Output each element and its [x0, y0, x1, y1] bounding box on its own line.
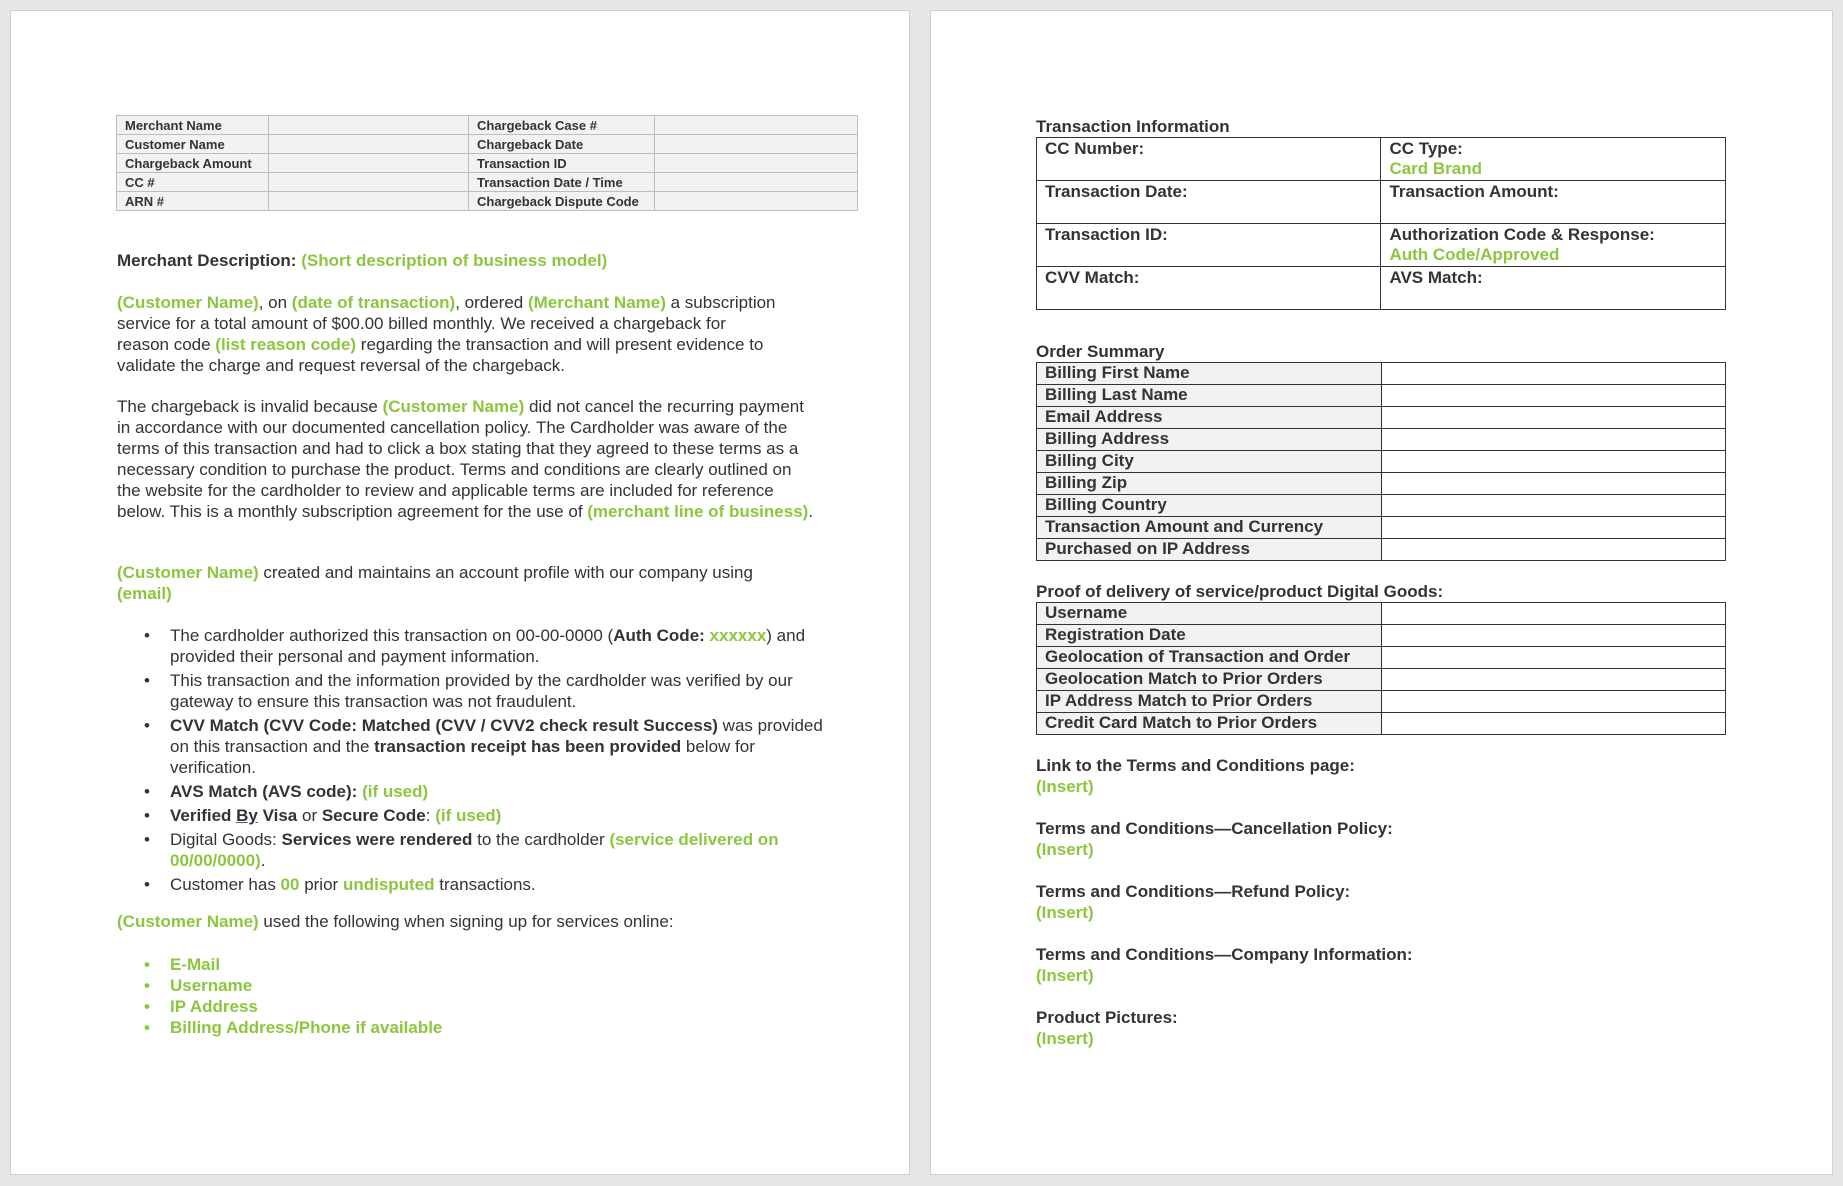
text: The chargeback is invalid because [117, 397, 383, 416]
paragraph-signup [117, 911, 821, 932]
table-value-cell [655, 192, 858, 211]
cell-cc-type: CC Type: Card Brand [1381, 138, 1726, 181]
field-value [1382, 713, 1726, 735]
text: a subscription service for a total amount of $00.00 billed monthly. We received a chargeback for reason code [117, 293, 776, 354]
field-label: Billing City [1037, 451, 1382, 473]
list-item: • IP Address [170, 996, 821, 1017]
table-row [1037, 713, 1726, 735]
document-page-left [10, 10, 910, 1175]
table-row [117, 154, 858, 173]
block-title: Terms and Conditions—Company Information: [1036, 945, 1413, 964]
table-label-cell: Merchant Name [117, 116, 269, 135]
table-row [1037, 363, 1726, 385]
placeholder-customer-name: (Customer Name) [117, 563, 259, 582]
list-item: • This transaction and the information provided by the cardholder was verified by our gateway to ensure this transaction was not fraudulent. [170, 670, 827, 712]
cell-cvv-match: CVV Match: [1037, 267, 1381, 310]
placeholder-customer-name: (Customer Name) [117, 293, 259, 312]
paragraph-order [117, 292, 777, 376]
list-item: • Verified By Visa or Secure Code: (if used) [170, 805, 827, 826]
text: , ordered [455, 293, 528, 312]
cell-avs-match: AVS Match: [1381, 267, 1726, 310]
field-label: Email Address [1037, 407, 1382, 429]
text: did not cancel the recurring payment in accordance with our documented cancellation policy. The Cardholder was aware of the terms of this transaction and had to click a box stating that they agreed to these terms as a necessary condition to purchase the product. Terms and conditions are clearly outlined on the website for the cardholder to review and applicable terms are included for reference below. This is a monthly subscription agreement for the use of [117, 397, 804, 521]
cell-transaction-date: Transaction Date: [1037, 181, 1381, 224]
list-item: • CVV Match (CVV Code: Matched (CVV / CVV2 check result Success) was provided on this transaction and the transaction receipt has been provided below for verification. [170, 715, 827, 778]
text: . [808, 502, 814, 521]
field-label: Billing Last Name [1037, 385, 1382, 407]
section-title: Proof of delivery of service/product Digital Goods: [1036, 582, 1444, 601]
table-label-cell: CC # [117, 173, 269, 192]
table-row [117, 116, 858, 135]
table-row [1037, 473, 1726, 495]
field-label: IP Address Match to Prior Orders [1037, 691, 1382, 713]
placeholder-merchant-name: (Merchant Name) [527, 293, 666, 312]
list-item: • Customer has 00 prior undisputed transactions. [170, 874, 827, 895]
merchant-description-placeholder: (Short description of business model) [301, 251, 608, 270]
table-row [117, 192, 858, 211]
text: regarding the transaction and will present evidence to validate the charge and request reversal of the chargeback. [117, 335, 764, 375]
field-value [1382, 363, 1726, 385]
field-label: Billing Zip [1037, 473, 1382, 495]
section-title: Transaction Information [1036, 117, 1230, 136]
terms-block [1036, 944, 1413, 986]
table-label-cell: Chargeback Dispute Code [469, 192, 655, 211]
field-label: Geolocation Match to Prior Orders [1037, 669, 1382, 691]
table-value-cell [269, 116, 469, 135]
field-label: Geolocation of Transaction and Order [1037, 647, 1382, 669]
table-row [1037, 495, 1726, 517]
insert-placeholder: (Insert) [1036, 1029, 1094, 1048]
field-label: Credit Card Match to Prior Orders [1037, 713, 1382, 735]
block-title: Terms and Conditions—Cancellation Policy: [1036, 819, 1393, 838]
cell-authorization: Authorization Code & Response: Auth Code/Approved [1381, 224, 1726, 267]
table-label-cell: Chargeback Date [469, 135, 655, 154]
table-row [117, 135, 858, 154]
list-item: • Digital Goods: Services were rendered to the cardholder (service delivered on 00/00/0000). [170, 829, 827, 871]
field-value [1382, 495, 1726, 517]
insert-placeholder: (Insert) [1036, 903, 1094, 922]
table-value-cell [655, 173, 858, 192]
field-label: Username [1037, 603, 1382, 625]
placeholder-customer-name: (Customer Name) [382, 397, 525, 416]
field-value [1382, 603, 1726, 625]
signup-list [117, 954, 821, 1038]
field-value [1382, 385, 1726, 407]
cell-transaction-amount: Transaction Amount: [1381, 181, 1726, 224]
transaction-information-table [1036, 137, 1726, 310]
placeholder-reason-code: (list reason code) [215, 335, 357, 354]
cell-cc-number: CC Number: [1037, 138, 1381, 181]
table-value-cell [655, 135, 858, 154]
list-item: • AVS Match (AVS code): (if used) [170, 781, 827, 802]
table-row [1037, 647, 1726, 669]
field-value [1382, 429, 1726, 451]
field-value [1382, 691, 1726, 713]
table-row [117, 173, 858, 192]
table-label-cell: ARN # [117, 192, 269, 211]
table-row [1037, 625, 1726, 647]
table-value-cell [269, 135, 469, 154]
chargeback-header-table [116, 115, 858, 211]
table-row [1037, 407, 1726, 429]
table-row [1037, 385, 1726, 407]
merchant-description [117, 250, 821, 271]
field-label: Transaction Amount and Currency [1037, 517, 1382, 539]
insert-placeholder: (Insert) [1036, 840, 1094, 859]
table-row [1037, 429, 1726, 451]
order-summary-section [1036, 342, 1726, 561]
proof-of-delivery-table [1036, 602, 1726, 735]
text: , on [258, 293, 292, 312]
field-value [1382, 625, 1726, 647]
block-title: Link to the Terms and Conditions page: [1036, 756, 1355, 775]
list-item: • Billing Address/Phone if available [170, 1017, 821, 1038]
field-label: Purchased on IP Address [1037, 539, 1382, 561]
table-row [1037, 451, 1726, 473]
field-label: Billing First Name [1037, 363, 1382, 385]
field-value [1382, 407, 1726, 429]
block-title: Product Pictures: [1036, 1008, 1178, 1027]
field-value [1382, 451, 1726, 473]
evidence-list [117, 625, 827, 898]
table-label-cell: Chargeback Amount [117, 154, 269, 173]
placeholder-customer-name: (Customer Name) [117, 912, 259, 931]
field-label: Registration Date [1037, 625, 1382, 647]
list-item: • The cardholder authorized this transaction on 00-00-0000 (Auth Code: xxxxxx) and provided their personal and payment information. [170, 625, 827, 667]
table-value-cell [269, 154, 469, 173]
block-title: Terms and Conditions—Refund Policy: [1036, 882, 1351, 901]
field-value [1382, 669, 1726, 691]
table-row [1037, 517, 1726, 539]
table-row [1037, 603, 1726, 625]
table-value-cell [269, 173, 469, 192]
field-value [1382, 539, 1726, 561]
placeholder-line-of-business: (merchant line of business) [587, 502, 809, 521]
text: created and maintains an account profile with our company using [258, 563, 753, 582]
list-item: • Username [170, 975, 821, 996]
field-value [1382, 517, 1726, 539]
terms-block [1036, 818, 1393, 860]
table-value-cell [655, 154, 858, 173]
table-label-cell: Transaction ID [469, 154, 655, 173]
table-row [1037, 669, 1726, 691]
table-row [1037, 539, 1726, 561]
proof-of-delivery-section [1036, 582, 1726, 735]
text: used the following when signing up for services online: [258, 912, 674, 931]
field-value [1382, 647, 1726, 669]
field-label: Billing Address [1037, 429, 1382, 451]
paragraph-account [117, 562, 807, 604]
placeholder-email: (email) [117, 584, 172, 603]
table-value-cell [269, 192, 469, 211]
paragraph-invalid [117, 396, 817, 522]
table-label-cell: Chargeback Case # [469, 116, 655, 135]
order-summary-table [1036, 362, 1726, 561]
table-label-cell: Transaction Date / Time [469, 173, 655, 192]
terms-block [1036, 1007, 1178, 1049]
section-title: Order Summary [1036, 342, 1165, 361]
table-value-cell [655, 116, 858, 135]
field-label: Billing Country [1037, 495, 1382, 517]
terms-block [1036, 755, 1355, 797]
terms-block [1036, 881, 1350, 923]
field-value [1382, 473, 1726, 495]
list-item: • E-Mail [170, 954, 821, 975]
merchant-description-label: Merchant Description: [117, 251, 297, 270]
document-page-right [930, 10, 1833, 1175]
table-row [1037, 691, 1726, 713]
insert-placeholder: (Insert) [1036, 777, 1094, 796]
table-label-cell: Customer Name [117, 135, 269, 154]
cell-transaction-id: Transaction ID: [1037, 224, 1381, 267]
placeholder-transaction-date: (date of transaction) [291, 293, 456, 312]
insert-placeholder: (Insert) [1036, 966, 1094, 985]
transaction-information-section [1036, 117, 1726, 310]
